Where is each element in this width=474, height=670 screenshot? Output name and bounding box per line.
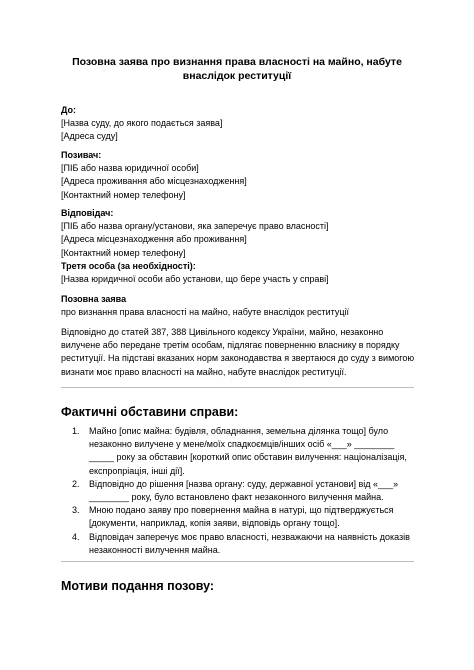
claim-label: Позовна заява xyxy=(61,294,127,304)
court-address-placeholder: [Адреса суду] xyxy=(61,131,118,142)
defendant-phone-placeholder: [Контактний номер телефону] xyxy=(61,247,186,258)
list-item: 3. Мною подано заяву про повернення майна в натурі, що підтверджується [документи, наприклад, копія заяви, відповідь органу тощо]. xyxy=(72,505,394,529)
defendant-name-placeholder: [ПІБ або назва органу/установи, яка заперечує право власності] xyxy=(61,221,329,232)
third-party-label: Третя особа (за необхідності): xyxy=(61,261,196,271)
plaintiff-address-placeholder: [Адреса проживання або місцезнаходження] xyxy=(61,176,247,187)
divider xyxy=(61,387,414,388)
to-section xyxy=(61,104,421,144)
list-item: 2. Відповідно до рішення [назва органу: суду, державної установи] від «___» ________ року, було встановлено факт незаконного вилучення майна. xyxy=(72,478,399,503)
plaintiff-section xyxy=(61,149,421,202)
claim-section xyxy=(61,293,421,319)
plaintiff-phone-placeholder: [Контактний номер телефону] xyxy=(61,189,186,200)
list-item: 1. Майно [опис майна: будівля, обладнання, земельна ділянка тощо] було незаконно вилучене у мене/моїх спадкоємців/інших осіб «___» ________ _____ року за обставин [короткий опис обставин вилучення: націоналізація, експропріація, інші дії]. xyxy=(72,426,407,476)
plaintiff-name-placeholder: [ПІБ або назва юридичної особи] xyxy=(61,163,199,174)
defendant-address-placeholder: [Адреса місцезнаходження або проживання] xyxy=(61,234,247,245)
court-name-placeholder: [Назва суду, до якого подається заява] xyxy=(61,118,223,129)
third-party-section xyxy=(61,260,421,286)
plaintiff-label: Позивач: xyxy=(61,150,102,160)
facts-heading: Фактичні обставини справи: xyxy=(61,405,239,419)
facts-list xyxy=(61,425,421,557)
to-label: До: xyxy=(61,105,77,115)
defendant-section xyxy=(61,207,421,260)
intro-paragraph: Відповідно до статей 387, 388 Цивільного кодексу України, майно, незаконно вилучене або передане третім особам, підлягає поверненню власнику в порядку реституції. На підставі вказаних норм законодавства я звертаюся до суду з вимогою визнати моє право власності на майно, набуте внаслідок реституції. xyxy=(61,327,415,377)
claim-subject: про визнання права власності на майно, набуте внаслідок реституції xyxy=(61,307,349,318)
list-item: 4. Відповідач заперечує моє право власності, незважаючи на наявність доказів незаконності вилучення майна. xyxy=(72,531,410,555)
motives-heading: Мотиви подання позову: xyxy=(61,579,215,593)
defendant-label: Відповідач: xyxy=(61,208,114,218)
third-party-name-placeholder: [Назва юридичної особи або установи, що бере участь у справі] xyxy=(61,274,329,285)
document-title: Позовна заява про визнання права власності на майно, набуте внаслідок реституції xyxy=(72,56,402,82)
divider xyxy=(61,561,414,562)
